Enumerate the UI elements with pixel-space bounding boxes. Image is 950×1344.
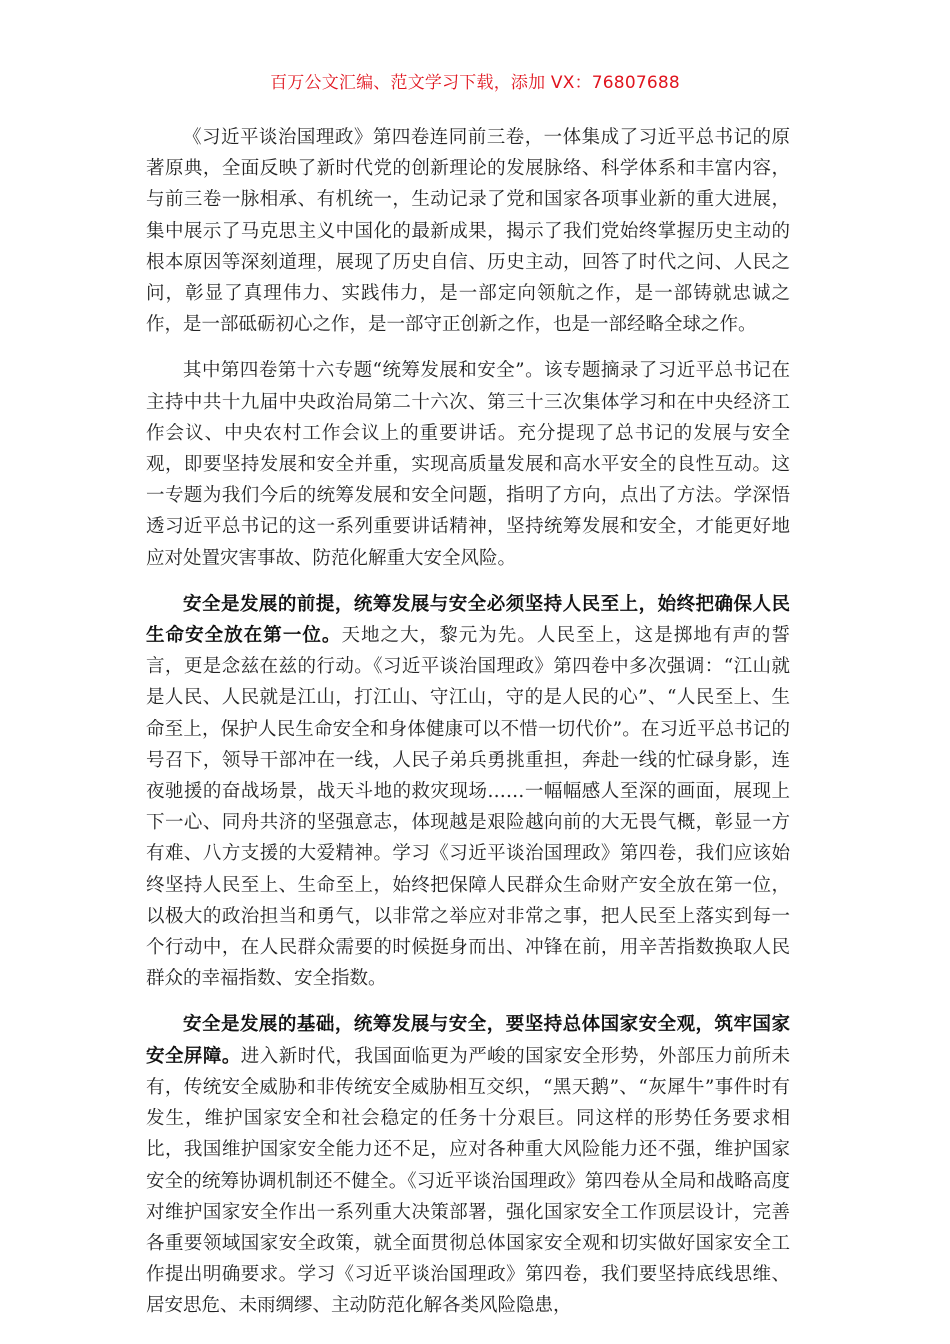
paragraph-3 <box>146 589 790 995</box>
paragraph-4 <box>146 1009 790 1321</box>
paragraph-1 <box>146 122 790 340</box>
paragraph-3-text: 天地之大，黎元为先。人民至上，这是掷地有声的誓言，更是念兹在兹的行动。《习近平谈治国理政》第四卷中多次强调：“江山就是人民、人民就是江山，打江山、守江山，守的是人民的心”、“人民至上、生命至上，保护人民生命安全和身体健康可以不惜一切代价”。在习近平总书记的号召下，领导干部冲在一线，人民子弟兵勇挑重担，奔赴一线的忙碌身影，连夜驰援的奋战场景，战天斗地的救灾现场……一幅幅感人至深的画面，展现上下一心、同舟共济的坚强意志，体现越是艰险越向前的大无畏气概，彰显一方有难、八方支援的大爱精神。学习《习近平谈治国理政》第四卷，我们应该始终坚持人民至上、生命至上，始终把保障人民群众生命财产安全放在第一位，以极大的政治担当和勇气，以非常之举应对非常之事，把人民至上落实到每一个行动中，在人民群众需要的时候挺身而出、冲锋在前，用辛苦指数换取人民群众的幸福指数、安全指数。 <box>146 625 790 990</box>
paragraph-2-text: 其中第四卷第十六专题“统筹发展和安全”。该专题摘录了习近平总书记在主持中共十九届中央政治局第二十六次、第三十三次集体学习和在中央经济工作会议、中央农村工作会议上的重要讲话。充分提现了总书记的发展与安全观，即要坚持发展和安全并重，实现高质量发展和高水平安全的良性互动。这一专题为我们今后的统筹发展和安全问题，指明了方向，点出了方法。学深悟透习近平总书记的这一系列重要讲话精神，坚持统筹发展和安全，才能更好地应对处置灾害事故、防范化解重大安全风险。 <box>146 360 790 569</box>
document-body <box>146 122 790 1337</box>
paragraph-3-lead: 安全是发展的前提，统筹发展与安全必须坚持人民至上，始终把确保人民生命安全放在第一位。 <box>146 593 790 647</box>
paragraph-4-text: 进入新时代，我国面临更为严峻的国家安全形势，外部压力前所未有，传统安全威胁和非传统安全威胁相互交织，“黑天鹅”、“灰犀牛”事件时有发生，维护国家安全和社会稳定的任务十分艰巨。同这样的形势任务要求相比，我国维护国家安全能力还不足，应对各种重大风险能力还不强，维护国家安全的统筹协调机制还不健全。《习近平谈治国理政》第四卷从全局和战略高度对维护国家安全作出一系列重大决策部署，强化国家安全工作顶层设计，完善各重要领域国家安全政策，就全面贯彻总体国家安全观和切实做好国家安全工作提出明确要求。学习《习近平谈治国理政》第四卷，我们要坚持底线思维、居安思危、未雨绸缪、主动防范化解各类风险隐患， <box>146 1045 790 1317</box>
paragraph-1-text: 《习近平谈治国理政》第四卷连同前三卷，一体集成了习近平总书记的原著原典，全面反映了新时代党的创新理论的发展脉络、科学体系和丰富内容，与前三卷一脉相承、有机统一，生动记录了党和国家各项事业新的重大进展，集中展示了马克思主义中国化的最新成果，揭示了我们党始终掌握历史主动的根本原因等深刻道理，展现了历史自信、历史主动，回答了时代之问、人民之问，彰显了真理伟力、实践伟力，是一部定向领航之作，是一部铸就忠诚之作，是一部砥砺初心之作，是一部守正创新之作，也是一部经略全球之作。 <box>146 127 790 336</box>
paragraph-4-lead: 安全是发展的基础，统筹发展与安全，要坚持总体国家安全观，筑牢国家安全屏障。 <box>146 1014 790 1067</box>
header-watermark-text: 百万公文汇编、范文学习下载，添加 VX：76807688 <box>270 73 680 93</box>
paragraph-2 <box>146 355 790 573</box>
